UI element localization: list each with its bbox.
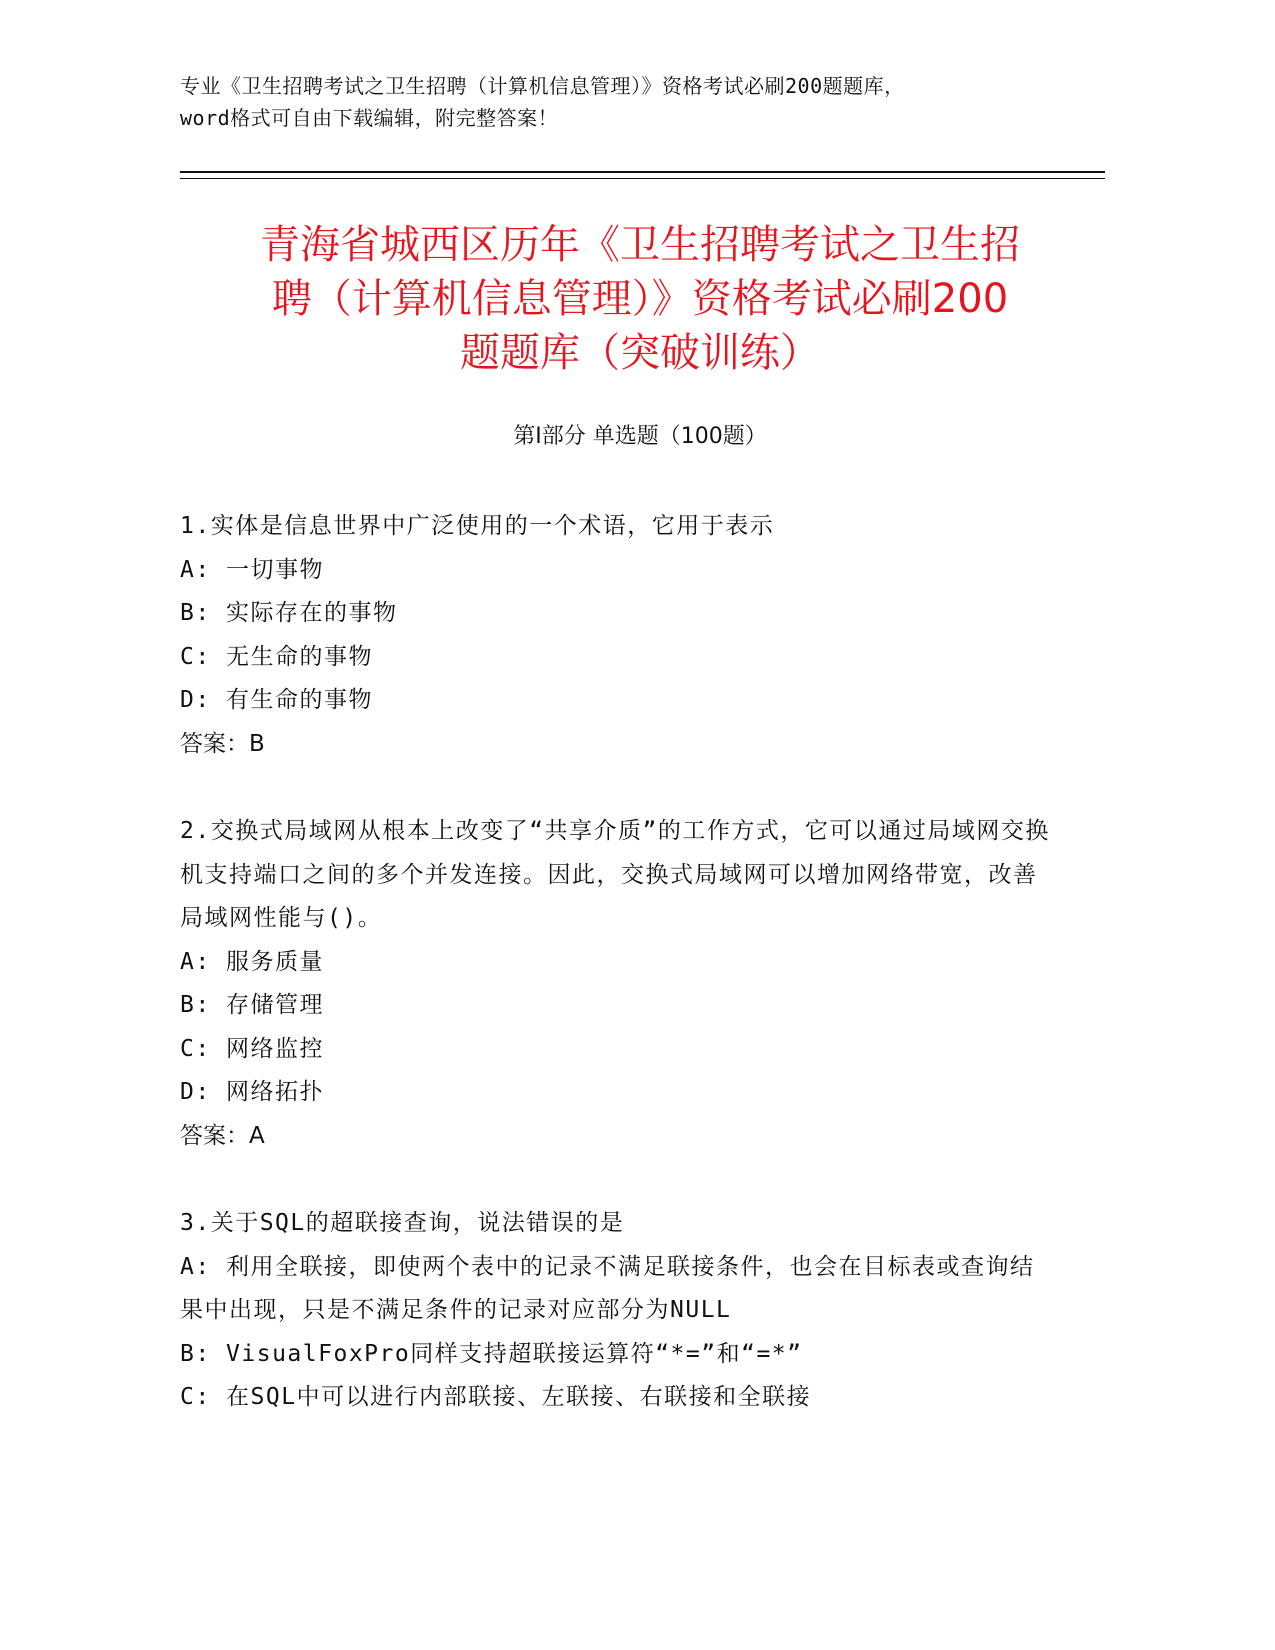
header-note-line-1: 专业《卫生招聘考试之卫生招聘（计算机信息管理）》资格考试必刷200题题库， — [180, 74, 905, 98]
option-d: D: 网络拓扑 — [180, 1079, 325, 1105]
option-d: D: 有生命的事物 — [180, 687, 374, 713]
option-c: C: 网络监控 — [180, 1035, 325, 1062]
question-stem: 3.关于SQL的超联接查询，说法错误的是 — [180, 1210, 625, 1236]
header-note-line-2: word格式可自由下载编辑，附完整答案！ — [180, 106, 559, 130]
option-b: B: 实际存在的事物 — [180, 600, 398, 626]
option-c: C: 无生命的事物 — [180, 643, 374, 670]
answer: 答案：A — [180, 1122, 265, 1149]
option-a: A: 服务质量 — [180, 948, 325, 975]
question-3 — [180, 1202, 1050, 1420]
option-a: A: 利用全联接，即使两个表中的记录不满足联接条件，也会在目标表或查询结果中出现，只是不满足条件的记录对应部分为NULL — [180, 1253, 1035, 1323]
option-c: C: 在SQL中可以进行内部联接、左联接、右联接和全联接 — [180, 1384, 812, 1410]
document-title — [180, 218, 1100, 380]
question-list — [180, 505, 1050, 1464]
title-line-3: 题题库（突破训练） — [460, 330, 820, 376]
answer: 答案：B — [180, 730, 265, 757]
title-line-1: 青海省城西区历年《卫生招聘考试之卫生招 — [260, 222, 1020, 268]
question-stem: 1.实体是信息世界中广泛使用的一个术语，它用于表示 — [180, 513, 775, 539]
document-header-note — [180, 70, 1100, 134]
option-a: A: 一切事物 — [180, 556, 325, 583]
header-divider-thick — [180, 171, 1105, 173]
question-stem: 2.交换式局域网从根本上改变了“共享介质”的工作方式，它可以通过局域网交换机支持端口之间的多个并发连接。因此，交换式局域网可以增加网络带宽，改善局域网性能与()。 — [180, 818, 1050, 931]
option-b: B: VisualFoxPro同样支持超联接运算符“*=”和“=*” — [180, 1340, 803, 1367]
question-1 — [180, 505, 1050, 766]
option-b: B: 存储管理 — [180, 992, 325, 1018]
section-heading: 第Ⅰ部分 单选题（100题） — [513, 424, 767, 449]
question-2 — [180, 810, 1050, 1158]
header-divider-thin — [180, 178, 1105, 179]
title-line-2: 聘（计算机信息管理）》资格考试必刷200 — [271, 276, 1009, 322]
